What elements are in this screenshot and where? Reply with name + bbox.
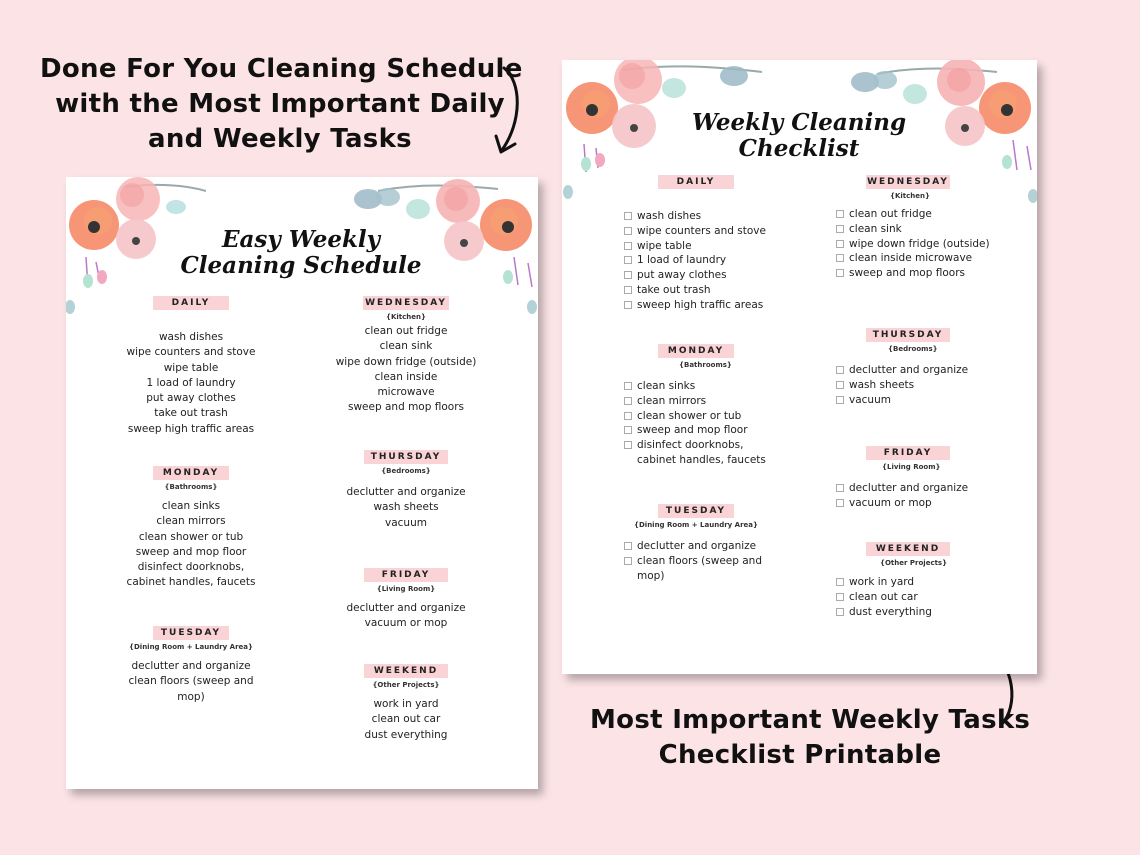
checklist-item[interactable] — [836, 481, 1016, 496]
task-list — [106, 330, 276, 437]
day-tag: FRIDAY — [866, 446, 950, 460]
checkbox[interactable] — [624, 301, 632, 309]
task-label: mop) — [637, 569, 665, 582]
checkbox[interactable] — [624, 441, 632, 449]
headline-line: with the Most Important Daily — [55, 89, 505, 119]
checklist-item[interactable] — [836, 363, 1016, 378]
checkbox[interactable] — [836, 269, 844, 277]
headline-checklist — [590, 703, 1031, 773]
checklist-item-continued — [624, 569, 804, 584]
title-line: Easy Weekly — [221, 226, 380, 253]
room-label: {Bedrooms} — [381, 467, 431, 475]
day-tag: TUESDAY — [658, 504, 734, 518]
headline-line: Most Important Weekly Tasks — [590, 705, 1031, 735]
checkbox[interactable] — [836, 608, 844, 616]
checkbox[interactable] — [624, 397, 632, 405]
section-tuesday — [106, 626, 276, 705]
schedule-title — [171, 227, 431, 279]
task-item: work in yard — [373, 698, 439, 710]
task-label: sweep high traffic areas — [637, 298, 764, 311]
checklist-list — [624, 209, 804, 313]
day-tag: WEEKEND — [364, 664, 448, 678]
task-label: declutter and organize — [849, 482, 969, 494]
task-list — [106, 499, 276, 591]
checklist-item[interactable] — [836, 393, 1016, 408]
task-label: clean out fridge — [849, 208, 932, 220]
checkbox[interactable] — [836, 593, 844, 601]
room-label: {Living Room} — [376, 585, 436, 593]
checklist-item[interactable] — [836, 266, 1016, 281]
checklist-item[interactable] — [624, 409, 804, 424]
task-list — [321, 485, 491, 531]
section-friday — [321, 568, 491, 632]
room-label: {Other Projects} — [372, 681, 440, 689]
checkbox[interactable] — [836, 225, 844, 233]
checklist-left-column — [624, 175, 804, 655]
checkbox[interactable] — [836, 210, 844, 218]
checkbox[interactable] — [624, 271, 632, 279]
task-list — [321, 697, 491, 743]
day-tag: MONDAY — [658, 344, 734, 358]
checklist-item[interactable] — [624, 438, 804, 453]
checklist-item[interactable] — [624, 239, 804, 254]
checklist-item[interactable] — [624, 539, 804, 554]
task-label: 1 load of laundry — [637, 254, 727, 267]
task-label: vacuum or mop — [849, 496, 932, 509]
task-item: clean mirrors — [156, 515, 226, 528]
task-label: wipe counters and stove — [637, 224, 766, 237]
checkbox[interactable] — [624, 426, 632, 434]
checkbox[interactable] — [624, 542, 632, 550]
task-label: cabinet handles, faucets — [637, 453, 766, 466]
checklist-item[interactable] — [624, 379, 804, 394]
checkbox[interactable] — [836, 381, 844, 389]
task-label: clean out car — [849, 590, 918, 603]
schedule-sheet — [66, 177, 538, 789]
arrow-down-icon — [490, 62, 530, 162]
room-label: {Bedrooms} — [888, 345, 938, 353]
task-label: wash sheets — [849, 378, 915, 391]
task-item: vacuum — [385, 516, 427, 529]
room-label: {Living Room} — [882, 463, 941, 471]
checkbox[interactable] — [624, 242, 632, 250]
task-item: clean shower or tub — [138, 530, 244, 543]
task-item: disinfect doorknobs, — [137, 561, 245, 574]
task-item: clean sinks — [161, 500, 221, 512]
checkbox[interactable] — [836, 254, 844, 262]
task-item: wash dishes — [158, 331, 224, 343]
task-label: put away clothes — [637, 269, 727, 282]
task-item: wipe counters and stove — [126, 346, 256, 359]
task-label: disinfect doorknobs, — [637, 439, 744, 452]
task-label: wipe table — [637, 239, 692, 252]
task-item: declutter and organize — [346, 486, 466, 498]
day-tag: MONDAY — [153, 466, 229, 480]
task-item: clean out car — [371, 713, 441, 726]
checklist-item[interactable] — [836, 605, 1016, 620]
section-daily — [106, 296, 276, 437]
task-item: 1 load of laundry — [146, 376, 236, 389]
checklist-item[interactable] — [624, 298, 804, 313]
room-label: {Dining Room + Laundry Area} — [634, 521, 758, 529]
task-label: work in yard — [849, 576, 915, 588]
task-item: wipe table — [163, 361, 219, 374]
task-label: wash dishes — [637, 210, 702, 222]
day-tag: WEDNESDAY — [867, 177, 949, 187]
checkbox[interactable] — [624, 286, 632, 294]
checklist-item[interactable] — [624, 423, 804, 438]
task-label: clean sinks — [637, 380, 696, 392]
task-label: clean shower or tub — [637, 409, 742, 422]
task-label: clean inside microwave — [849, 252, 973, 265]
task-label: dust everything — [849, 605, 932, 618]
checklist-item[interactable] — [624, 268, 804, 283]
checklist-list — [624, 539, 804, 583]
task-label: declutter and organize — [849, 364, 969, 376]
checklist-list — [836, 363, 1016, 407]
checklist-list — [836, 575, 1016, 619]
checklist-title — [679, 110, 919, 162]
task-item: clean out fridge — [364, 325, 448, 337]
task-label: clean floors (sweep and — [637, 554, 762, 567]
checkbox[interactable] — [624, 557, 632, 565]
task-label: sweep and mop floor — [637, 424, 748, 437]
checklist-list — [624, 379, 804, 468]
day-tag: THURSDAY — [364, 450, 448, 464]
section-wednesday — [836, 175, 1016, 281]
checkbox[interactable] — [624, 227, 632, 235]
day-tag: FRIDAY — [364, 568, 448, 582]
checklist-sheet — [562, 60, 1037, 674]
section-monday — [624, 344, 804, 468]
room-label: {Kitchen} — [890, 192, 931, 200]
checklist-item[interactable] — [836, 222, 1016, 237]
task-item: sweep high traffic areas — [127, 422, 255, 435]
checklist-item[interactable] — [836, 207, 1016, 222]
day-tag: DAILY — [658, 175, 734, 189]
checklist-item[interactable] — [624, 224, 804, 239]
title-line: Cleaning Schedule — [180, 252, 422, 279]
checkbox[interactable] — [836, 240, 844, 248]
task-item: sweep and mop floor — [135, 545, 247, 558]
task-label: declutter and organize — [637, 540, 757, 552]
task-item: clean inside — [374, 370, 438, 383]
checklist-list — [836, 481, 1016, 511]
section-thursday — [836, 328, 1016, 407]
section-tuesday — [624, 504, 804, 583]
room-label: {Other Projects} — [880, 559, 948, 567]
task-label: clean mirrors — [637, 394, 707, 407]
task-item: sweep and mop floors — [348, 401, 464, 414]
checklist-item[interactable] — [624, 554, 804, 569]
task-item: mop) — [177, 690, 205, 703]
title-line: Checklist — [738, 135, 860, 162]
task-label: sweep and mop floors — [849, 267, 965, 280]
task-list — [321, 324, 491, 416]
room-label: {Dining Room + Laundry Area} — [129, 643, 253, 651]
checklist-list — [836, 207, 1016, 281]
task-item: vacuum or mop — [364, 617, 448, 630]
checklist-item[interactable] — [624, 209, 804, 224]
checkbox[interactable] — [836, 578, 844, 586]
checklist-item[interactable] — [624, 283, 804, 298]
task-label: vacuum — [849, 393, 891, 406]
room-label: {Bathrooms} — [679, 361, 732, 369]
headline-line: Done For You Cleaning Schedule — [40, 54, 523, 84]
task-label: clean sink — [849, 222, 902, 235]
day-tag: WEEKEND — [866, 542, 950, 556]
task-item: dust everything — [364, 728, 448, 741]
checklist-right-column — [836, 175, 1016, 655]
checklist-item[interactable] — [836, 251, 1016, 266]
schedule-left-column — [106, 296, 276, 776]
checklist-item[interactable] — [836, 496, 1016, 511]
task-item: wipe down fridge (outside) — [335, 355, 477, 368]
task-item: cabinet handles, faucets — [126, 576, 256, 589]
day-tag: THURSDAY — [866, 328, 950, 342]
checklist-item[interactable] — [624, 253, 804, 268]
section-weekend — [321, 664, 491, 743]
checkbox[interactable] — [836, 499, 844, 507]
task-list — [106, 659, 276, 705]
task-item: declutter and organize — [346, 602, 466, 614]
checkbox[interactable] — [624, 412, 632, 420]
checklist-item[interactable] — [836, 575, 1016, 590]
checkbox[interactable] — [836, 484, 844, 492]
task-item: put away clothes — [146, 392, 236, 405]
day-tag: DAILY — [153, 296, 229, 310]
checkbox[interactable] — [624, 382, 632, 390]
task-label: wipe down fridge (outside) — [849, 237, 990, 250]
task-label: take out trash — [637, 283, 711, 296]
day-tag: WEDNESDAY — [363, 296, 449, 310]
checkbox[interactable] — [836, 366, 844, 374]
headline-schedule — [40, 52, 523, 157]
task-item: wash sheets — [373, 501, 439, 514]
headline-line: Checklist Printable — [658, 740, 942, 770]
title-line: Weekly Cleaning — [691, 109, 907, 136]
checklist-item[interactable] — [836, 237, 1016, 252]
checklist-item[interactable] — [836, 378, 1016, 393]
checklist-item[interactable] — [624, 394, 804, 409]
task-list — [321, 601, 491, 632]
room-label: {Bathrooms} — [164, 483, 218, 491]
section-monday — [106, 466, 276, 591]
task-item: clean sink — [379, 340, 433, 353]
section-daily — [624, 175, 804, 313]
checkbox[interactable] — [624, 256, 632, 264]
day-tag: TUESDAY — [153, 626, 229, 640]
checkbox[interactable] — [836, 396, 844, 404]
schedule-right-column — [321, 296, 491, 776]
checklist-item[interactable] — [836, 590, 1016, 605]
headline-line: and Weekly Tasks — [148, 124, 412, 154]
task-item: take out trash — [154, 407, 228, 420]
section-weekend — [836, 542, 1016, 619]
section-thursday — [321, 450, 491, 531]
checklist-item-continued — [624, 453, 804, 468]
checkbox[interactable] — [624, 212, 632, 220]
section-friday — [836, 446, 1016, 511]
task-item: microwave — [377, 386, 435, 399]
room-label: {Kitchen} — [385, 313, 426, 321]
section-wednesday — [321, 296, 491, 416]
task-item: clean floors (sweep and — [128, 675, 254, 688]
task-item: declutter and organize — [131, 660, 251, 672]
